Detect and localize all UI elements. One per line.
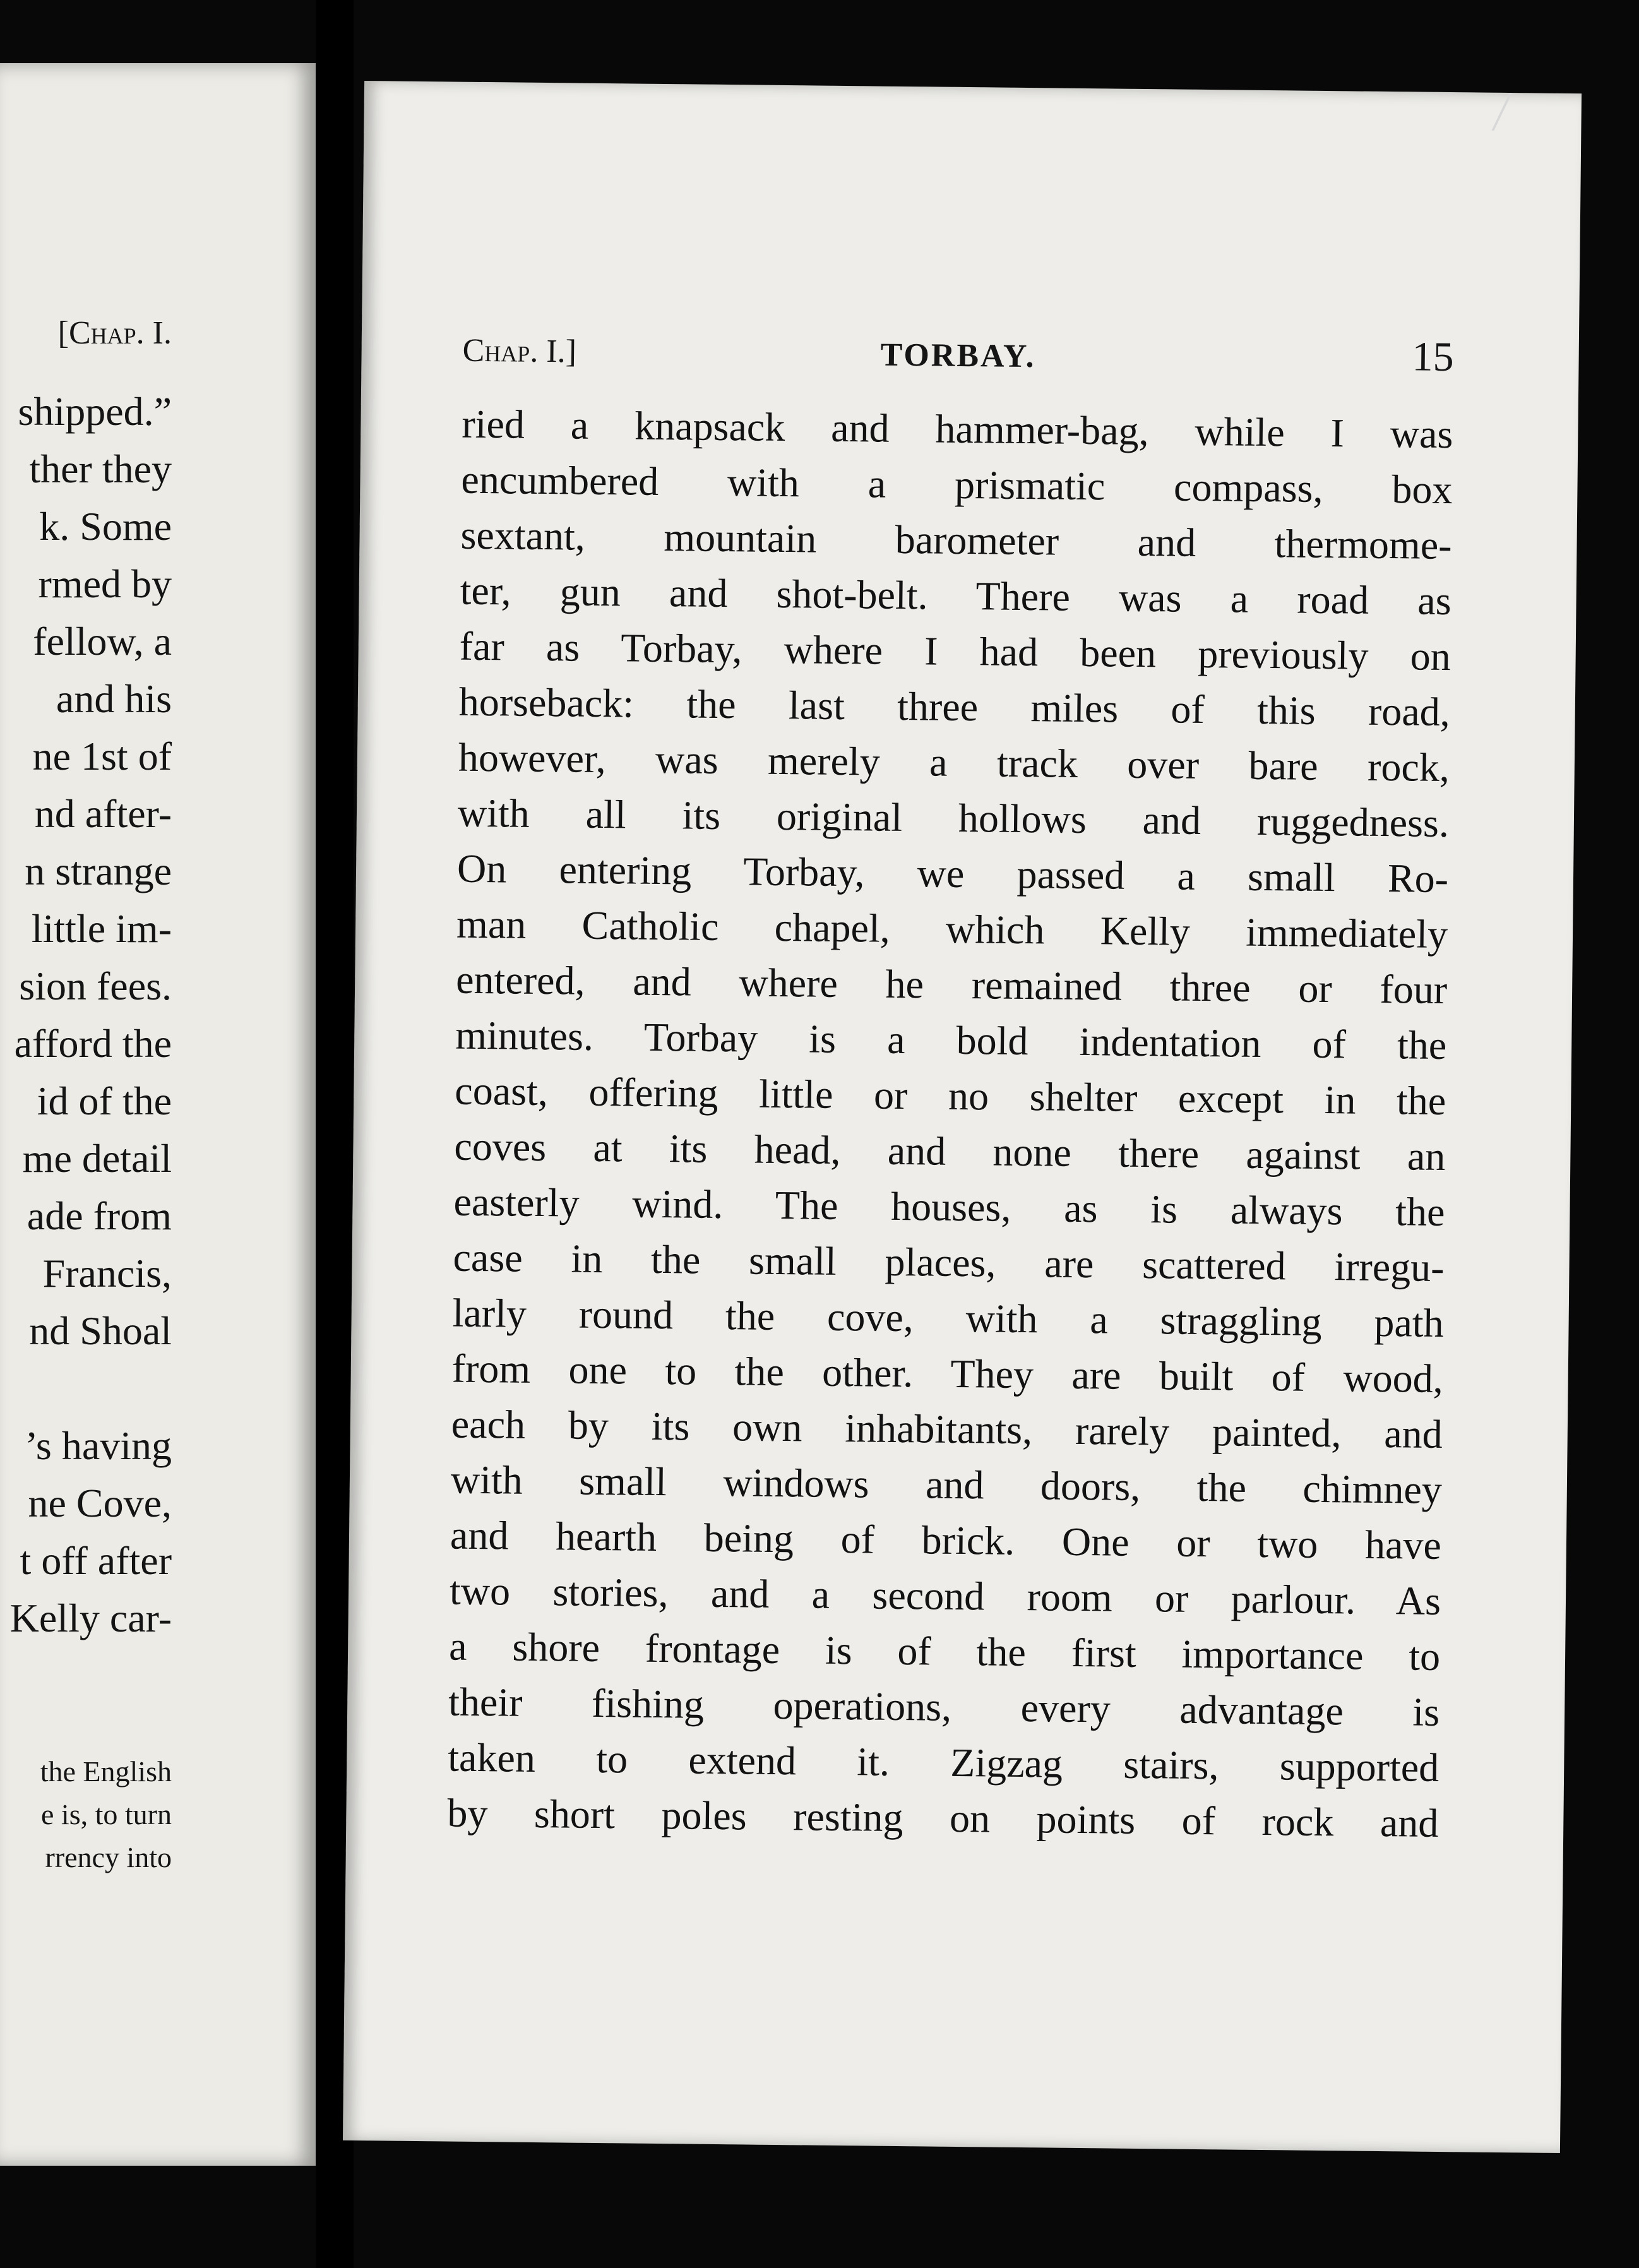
footnote-line: rrency into bbox=[45, 1841, 172, 1873]
scan-mark bbox=[1466, 93, 1512, 131]
text-line: little im- bbox=[31, 906, 172, 951]
left-page-footnotes bbox=[40, 1750, 172, 1879]
text-line: n strange bbox=[25, 849, 172, 893]
page-body-text bbox=[447, 397, 1453, 1851]
footnote-line: e is, to turn bbox=[41, 1798, 172, 1830]
text-line: far as Torbay, where I had been previously on bbox=[459, 623, 1451, 679]
text-line: coast, offering little or no shelter except in the bbox=[455, 1068, 1446, 1124]
text-line: however, was merely a track over bare rock, bbox=[458, 734, 1450, 791]
left-page-text bbox=[10, 383, 172, 1647]
text-line: horseback: the last three miles of this road, bbox=[458, 679, 1451, 735]
text-line: nd Shoal bbox=[29, 1308, 172, 1353]
page-number: 15 bbox=[1412, 333, 1455, 381]
text-line: Francis, bbox=[42, 1251, 172, 1296]
current-page bbox=[343, 81, 1582, 2153]
text-line: ther they bbox=[29, 446, 172, 491]
text-line: ried a knapsack and hammer-bag, while I was bbox=[462, 401, 1453, 457]
text-line: On entering Torbay, we passed a small Ro- bbox=[456, 845, 1449, 902]
text-line: me detail bbox=[22, 1136, 172, 1181]
text-line: larly round the cove, with a straggling path bbox=[452, 1290, 1444, 1346]
text-line: taken to extend it. Zigzag stairs, supported bbox=[447, 1734, 1439, 1790]
chapter-label: Chap. I.] bbox=[462, 332, 577, 370]
footnote-line: the English bbox=[40, 1755, 172, 1788]
text-line: easterly wind. The houses, as is always the bbox=[453, 1179, 1445, 1235]
text-line: rmed by bbox=[38, 561, 172, 606]
text-line: a shore frontage is of the first importance to bbox=[448, 1623, 1441, 1679]
text-line: ne 1st of bbox=[32, 734, 172, 779]
text-line: by short poles resting on points of rock and bbox=[447, 1790, 1439, 1846]
text-line: k. Some bbox=[39, 504, 172, 549]
text-line: fellow, a bbox=[33, 619, 172, 664]
text-line: ne Cove, bbox=[28, 1481, 172, 1525]
previous-page bbox=[0, 63, 316, 2166]
page-title: TORBAY. bbox=[880, 337, 1036, 375]
text-line: two stories, and a second room or parlour. As bbox=[449, 1568, 1441, 1623]
text-line: Kelly car- bbox=[9, 1596, 172, 1640]
text-line: and hearth being of brick. One or two have bbox=[450, 1512, 1442, 1568]
text-line: afford the bbox=[14, 1021, 172, 1066]
text-line bbox=[10, 1359, 172, 1417]
text-line: sion fees. bbox=[19, 964, 172, 1008]
text-line: ’s having bbox=[25, 1423, 172, 1468]
text-line: each by its own inhabitants, rarely painted, and bbox=[451, 1401, 1443, 1457]
text-line: ter, gun and shot-belt. There was a road as bbox=[460, 568, 1451, 624]
text-line: coves at its head, and none there against an bbox=[454, 1123, 1446, 1179]
text-line: id of the bbox=[37, 1078, 172, 1123]
text-line: minutes. Torbay is a bold indentation of the bbox=[455, 1012, 1447, 1068]
text-line: with all its original hollows and ruggedness. bbox=[457, 790, 1450, 846]
text-line: entered, and where he remained three or four bbox=[455, 957, 1448, 1013]
text-line: from one to the other. They are built of wood, bbox=[451, 1346, 1444, 1401]
text-line: their fishing operations, every advantage is bbox=[448, 1679, 1440, 1734]
text-line: and his bbox=[56, 676, 172, 721]
text-line: man Catholic chapel, which Kelly immediately bbox=[456, 901, 1448, 957]
text-line: nd after- bbox=[34, 791, 172, 836]
text-line: with small windows and doors, the chimney bbox=[450, 1457, 1443, 1512]
left-running-head: [Chap. I. bbox=[57, 315, 172, 351]
text-line: ade from bbox=[27, 1193, 172, 1238]
text-line: case in the small places, are scattered irregu- bbox=[453, 1234, 1445, 1291]
text-line: shipped.” bbox=[18, 389, 172, 434]
text-line: t off after bbox=[20, 1538, 172, 1583]
text-line: sextant, mountain barometer and thermome- bbox=[460, 512, 1452, 568]
text-line: encumbered with a prismatic compass, box bbox=[461, 457, 1453, 513]
running-head bbox=[462, 323, 1454, 390]
